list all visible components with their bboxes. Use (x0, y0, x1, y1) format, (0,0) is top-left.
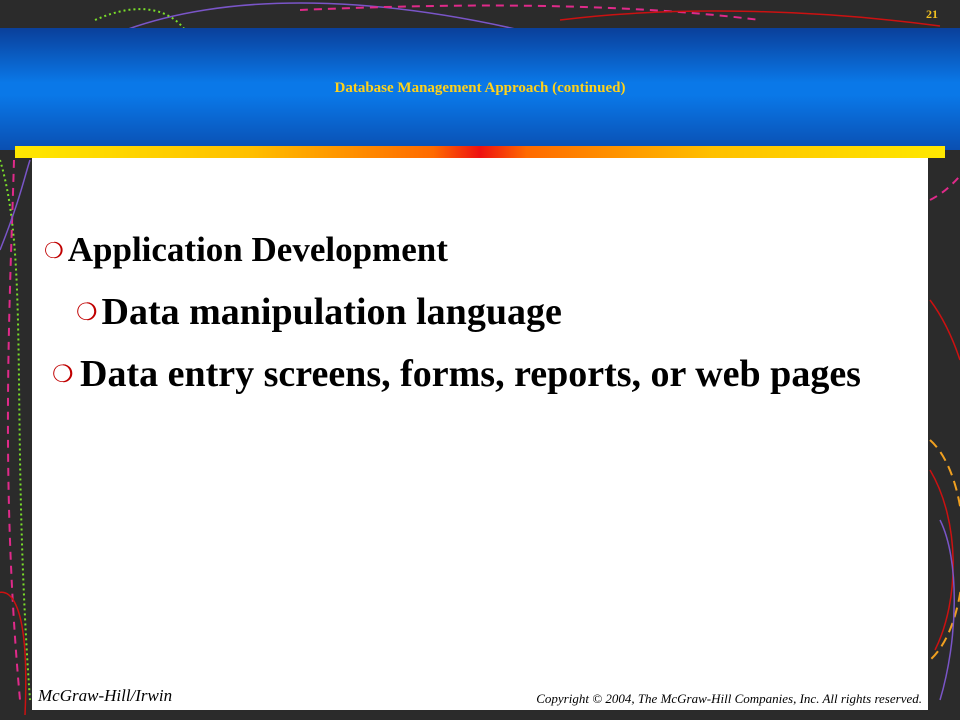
bullet-text: Data manipulation language (101, 291, 562, 333)
bullet-application-development (44, 230, 448, 270)
title-accent-bar (15, 146, 945, 158)
footer-publisher: McGraw-Hill/Irwin (38, 686, 173, 705)
open-circle-bullet-icon: ❍ (76, 300, 98, 326)
slide-title: Database Management Approach (continued) (334, 80, 626, 96)
bullet-text: Application Development (67, 230, 448, 269)
footer-copyright: Copyright © 2004, The McGraw-Hill Companies, Inc. All rights reserved. (536, 691, 922, 706)
slide-number: 21 (926, 7, 938, 21)
bullet-text: Data entry screens, forms, reports, or web pages (80, 353, 861, 395)
open-circle-bullet-icon: ❍ (44, 238, 64, 263)
bullet-data-manipulation-language (76, 288, 896, 337)
bullet-data-entry-screens (76, 350, 920, 399)
